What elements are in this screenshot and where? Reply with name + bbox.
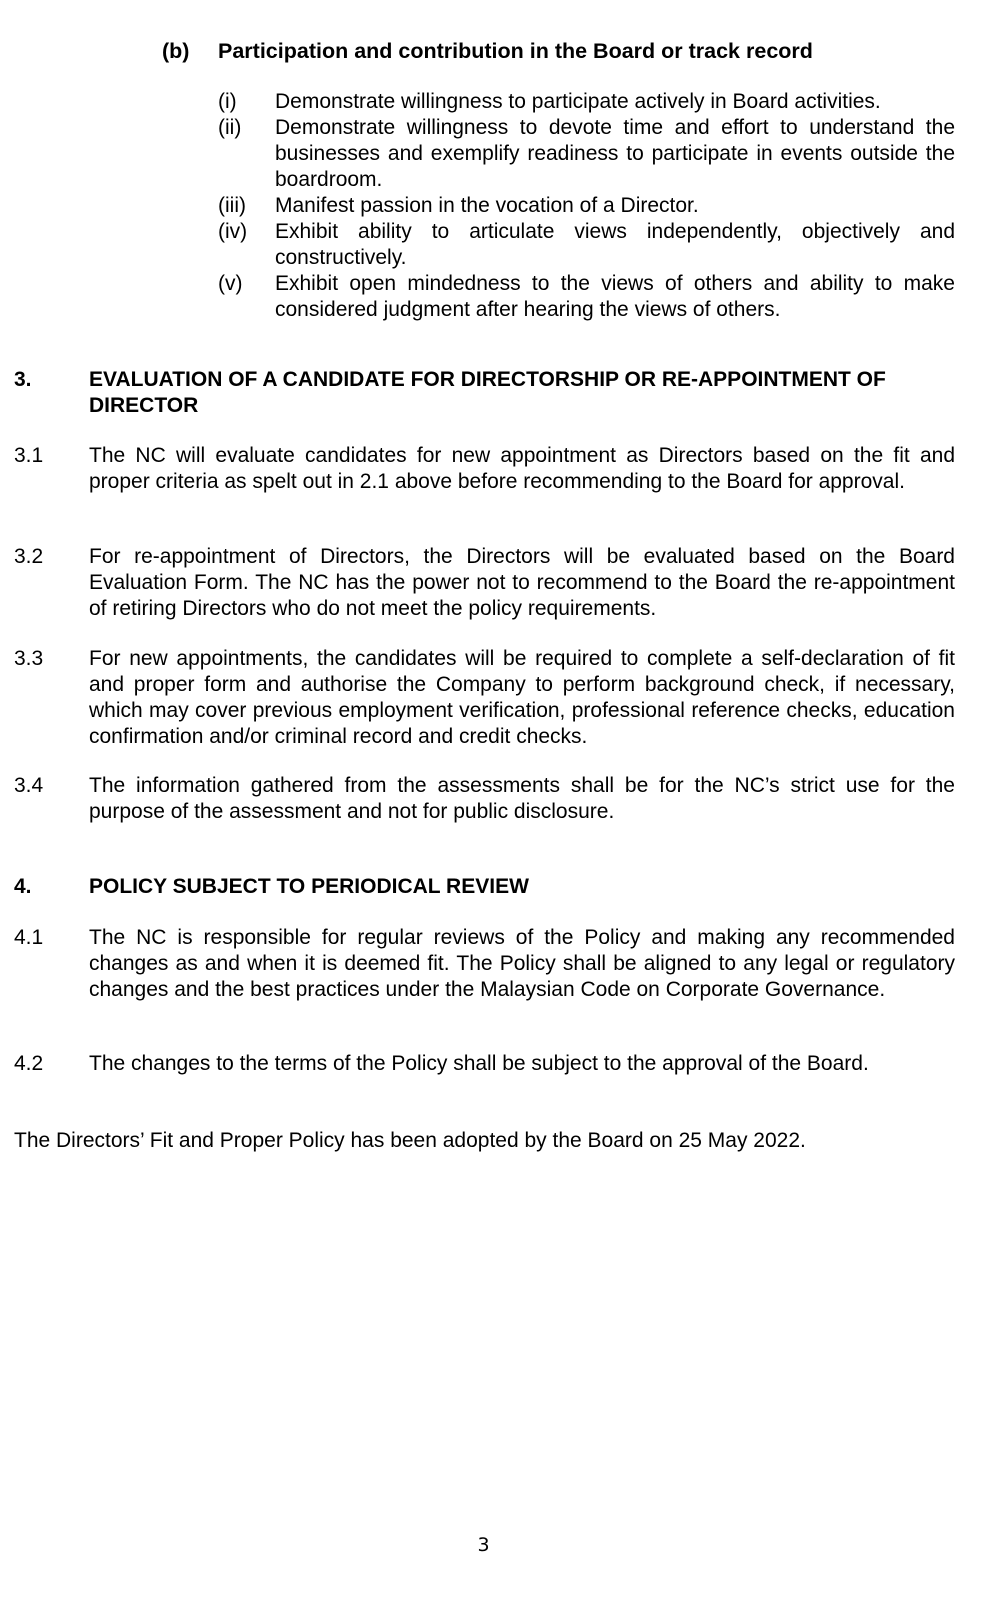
clause-3-3 [14,646,955,750]
subsection-b-title: Participation and contribution in the Board or track record [218,39,813,63]
section-4-heading [14,874,955,900]
list-item-number: (iii) [218,194,246,217]
clause-3-2 [14,544,955,622]
list-item [218,89,955,115]
list-item-number: (iv) [218,220,248,243]
clause-number: 3.2 [14,545,44,568]
list-item-text: Demonstrate willingness to devote time and effort to understand the businesses and exemplify readiness to participate in events outside the boardroom. [275,116,955,191]
list-item-number: (i) [218,90,237,113]
clause-3-4 [14,773,955,825]
clause-3-1 [14,443,955,495]
list-item-text: Manifest passion in the vocation of a Director. [275,194,699,217]
list-item-text: Demonstrate willingness to participate actively in Board activities. [275,90,881,113]
section-3-heading [14,367,955,419]
clause-number: 3.1 [14,444,44,467]
clause-text: The NC is responsible for regular reviews of the Policy and making any recommended changes as and when it is deemed fit. The Policy shall be aligned to any legal or regulatory changes and the best practices under the Malaysian Code on Corporate Governance. [89,926,955,1001]
section-4-number: 4. [14,875,32,898]
clause-text: The NC will evaluate candidates for new appointment as Directors based on the fit and proper criteria as spelt out in 2.1 above before recommending to the Board for approval. [89,444,955,493]
clause-4-2 [14,1051,955,1077]
clause-number: 3.3 [14,647,44,670]
subsection-b-heading [162,38,952,64]
list-item [218,193,955,219]
list-item [218,115,955,193]
clause-text: The information gathered from the assessments shall be for the NC’s strict use for the purpose of the assessment and not for public disclosure. [89,774,955,823]
clause-text: For re-appointment of Directors, the Directors will be evaluated based on the Board Evaluation Form. The NC has the power not to recommend to the Board the re-appointment of retiring Directors who do not meet the policy requirements. [89,545,955,620]
clause-number: 4.1 [14,926,44,949]
adoption-statement: The Directors’ Fit and Proper Policy has been adopted by the Board on 25 May 2022. [14,1129,806,1152]
list-item-text: Exhibit ability to articulate views independently, objectively and constructively. [275,220,955,269]
list-item [218,219,955,271]
page-number: 3 [477,1534,490,1556]
clause-number: 4.2 [14,1052,44,1075]
section-3-number: 3. [14,368,32,391]
clause-text: The changes to the terms of the Policy shall be subject to the approval of the Board. [89,1052,869,1075]
list-item-text: Exhibit open mindedness to the views of others and ability to make considered judgment after hearing the views of others. [275,272,955,321]
clause-number: 3.4 [14,774,44,797]
section-4-title: POLICY SUBJECT TO PERIODICAL REVIEW [89,875,529,898]
list-item-number: (ii) [218,116,242,139]
list-item-number: (v) [218,272,243,295]
subsection-b-list [218,89,955,323]
list-item [218,271,955,323]
clause-4-1 [14,925,955,1003]
section-3-title: EVALUATION OF A CANDIDATE FOR DIRECTORSHIP OR RE-APPOINTMENT OF DIRECTOR [89,368,886,417]
subsection-b-number: (b) [162,39,190,63]
clause-text: For new appointments, the candidates will be required to complete a self-declaration of fit and proper form and authorise the Company to perform background check, if necessary, which may cover previous employment verification, professional reference checks, education confirmation and/or criminal record and credit checks. [89,647,955,748]
